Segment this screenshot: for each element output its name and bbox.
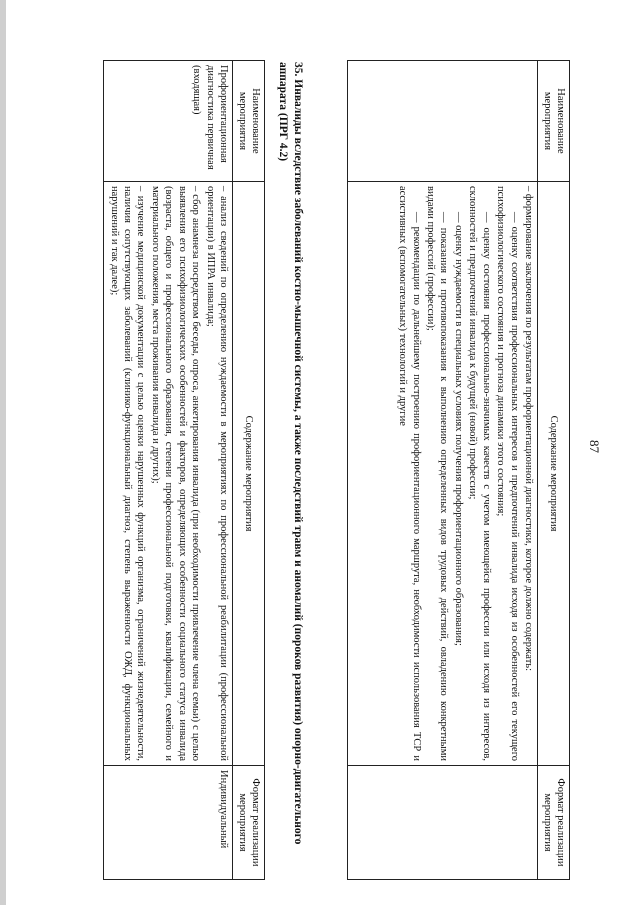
header-content: Содержание мероприятия — [538, 182, 570, 766]
content-item: — рекомендации по дальнейшему построению профориентационного маршрута, необходимости использования ТСР и ассистивных (вспомогательных) технологий и другие — [397, 186, 422, 761]
content-item: – формирование заключения по результатам профориентационной диагностики, которое должно содержать: — [523, 186, 535, 671]
content-item: – сбор анамнеза посредством беседы, опроса, анкетирования инвалида (при необходимости привлечение члена семьи) с целью выявления его психофизиологических особенностей и факторов, определяющих особенности социального статуса инвалида (возраста, общего и профессионального образования, степени профессиональной подготовки, квалификации, семейного и материального положения, места проживания инвалида и других); — [149, 186, 202, 761]
header-name: Наименование мероприятия — [233, 61, 265, 182]
header-format: Формат реализации мероприятия — [233, 766, 265, 880]
cell-name — [348, 61, 538, 182]
section-heading: 35. Инвалиды вследствие заболеваний костно-мышечной системы, а также последствий травм и аномалий (пороков развития) опорно-двигательного аппарата (ПРГ 4.2) — [277, 62, 304, 845]
header-content: Содержание мероприятия — [233, 182, 265, 766]
content-item: — показания и противопоказания к выполнению определенных видов трудовых действий, овладению конкретными видами профессий (профессии); — [425, 186, 450, 761]
cell-format — [348, 766, 538, 880]
content-item: — оценку состояния профессионально-значимых качеств с учетом имеющейся профессии или исходя из интересов, склонностей и предпочтений инвалида к будущей (новой) профессии; — [467, 186, 492, 761]
cell-content — [348, 182, 538, 766]
table-row — [104, 61, 233, 880]
cell-format: Индивидуальный — [104, 766, 233, 880]
page-number: 87 — [587, 440, 602, 453]
header-format: Формат реализации мероприятия — [538, 766, 570, 880]
content-item: — оценку нуждаемости в специальных условиях получения профориентационного образования; — [452, 212, 464, 646]
cell-content — [104, 182, 233, 766]
table-header-row — [538, 61, 570, 880]
table-activity-content-2 — [103, 60, 265, 880]
cell-name: Профориентационная диагностика первичная (входящая) — [104, 61, 233, 182]
content-item: — оценку соответствия профессиональных интересов и предпочтений инвалида исходя из особенностей его текущего психофизиологического состояния и прогноза динамики этого состояния; — [495, 186, 520, 761]
table-activity-content — [347, 60, 570, 880]
table-row — [348, 61, 538, 880]
content-item: – изучение медицинской документации с целью оценки нарушенных функций организма, ограничений жизнедеятельности, наличия сопутствующих заболеваний (клинико-функциональный диагноз, степень выраженности ОЖД, функциональных нарушений и так далее); — [108, 186, 147, 761]
table-header-row — [233, 61, 265, 880]
content-item: – анализ сведений по определению нуждаемости в мероприятиях по профессиональной реабилитации (профессиональной ориентации) в ИПРА инвалида; — [204, 186, 230, 761]
header-name: Наименование мероприятия — [538, 61, 570, 182]
